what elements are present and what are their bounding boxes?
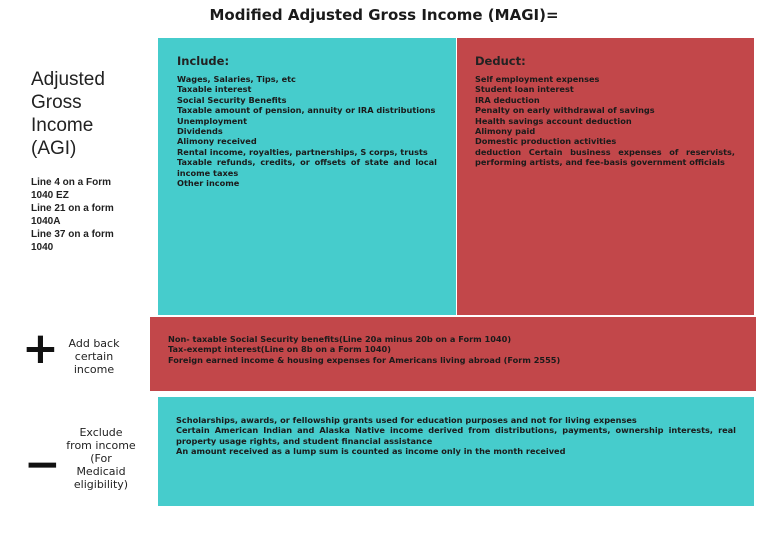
agi-label [31, 68, 156, 160]
deduct-item: deduction Certain business expenses of reservists, performing artists, and fee-basis government officials [475, 146, 735, 168]
deduct-item: IRA deduction [475, 94, 540, 105]
agi-label-line: Gross [31, 92, 82, 113]
add-back-label-line: income [73, 363, 115, 376]
form-lines [31, 176, 156, 254]
form-line: Line 21 on a form [31, 203, 114, 214]
include-item: Taxable interest [177, 84, 252, 95]
include-item: Social Security Benefits [177, 94, 287, 105]
include-item: Other income [177, 178, 240, 189]
include-item: Taxable amount of pension, annuity or IRA distributions [177, 105, 436, 116]
include-item: Rental income, royalties, partnerships, S corps, trusts [177, 146, 428, 157]
add-back-item: Foreign earned income & housing expenses for Americans living abroad (Form 2555) [168, 354, 561, 365]
include-item: Taxable refunds, credits, or offsets of state and local income taxes [177, 157, 437, 178]
deduct-item: Penalty on early withdrawal of savings [475, 105, 655, 116]
form-line: Line 4 on a Form [31, 177, 112, 188]
deduct-list [475, 74, 735, 168]
exclude-list [176, 415, 736, 457]
agi-label-block [31, 68, 156, 254]
include-item: Wages, Salaries, Tips, etc [177, 74, 296, 84]
deduct-item: Domestic production activities [475, 136, 617, 147]
form-line: Line 37 on a form [31, 229, 114, 240]
include-item: Alimony received [177, 136, 257, 147]
exclude-item: Certain American Indian and Alaska Native income derived from distributions, payments, ownership interests, real property usage rights, and student financial assistance [176, 425, 736, 446]
diagram-title: Modified Adjusted Gross Income (MAGI)= [209, 6, 559, 24]
exclude-label-line: (For [90, 452, 112, 465]
form-line: 1040 [31, 242, 54, 253]
add-back-label-line: certain [74, 350, 114, 363]
exclude-box [158, 397, 754, 506]
deduct-item: Student loan interest [475, 84, 574, 95]
add-back-box [150, 317, 756, 391]
deduct-item: Alimony paid [475, 126, 536, 137]
add-back-list [168, 334, 738, 365]
add-back-label-line: Add back [68, 337, 120, 350]
deduct-heading: Deduct: [475, 54, 526, 68]
include-heading: Include: [177, 54, 230, 68]
exclude-label-line: from income [66, 439, 136, 452]
plus-icon: + [22, 323, 59, 374]
deduct-item: Health savings account deduction [475, 115, 632, 126]
minus-icon: − [24, 439, 61, 490]
deduct-box [457, 38, 754, 315]
exclude-label [56, 426, 146, 491]
exclude-item: Scholarships, awards, or fellowship grants used for education purposes and not for living expenses [176, 415, 637, 425]
include-list [177, 74, 437, 188]
exclude-label-line: eligibility) [73, 478, 129, 491]
form-line: 1040 EZ [31, 190, 69, 201]
form-line: 1040A [31, 216, 61, 227]
exclude-item: An amount received as a lump sum is counted as income only in the month received [176, 446, 566, 457]
add-back-item: Tax-exempt interest(Line on 8b on a Form 1040) [168, 344, 391, 355]
add-back-label [64, 337, 124, 376]
include-item: Unemployment [177, 115, 248, 126]
agi-label-line: Income [31, 115, 94, 136]
agi-label-line: Adjusted [31, 69, 105, 90]
agi-label-line: (AGI) [31, 138, 77, 159]
exclude-label-line: Exclude [79, 426, 123, 439]
add-back-item: Non- taxable Social Security benefits(Line 20a minus 20b on a Form 1040) [168, 334, 512, 344]
include-box [158, 38, 456, 315]
deduct-item: Self employment expenses [475, 74, 600, 84]
include-item: Dividends [177, 126, 223, 137]
exclude-label-line: Medicaid [76, 465, 126, 478]
